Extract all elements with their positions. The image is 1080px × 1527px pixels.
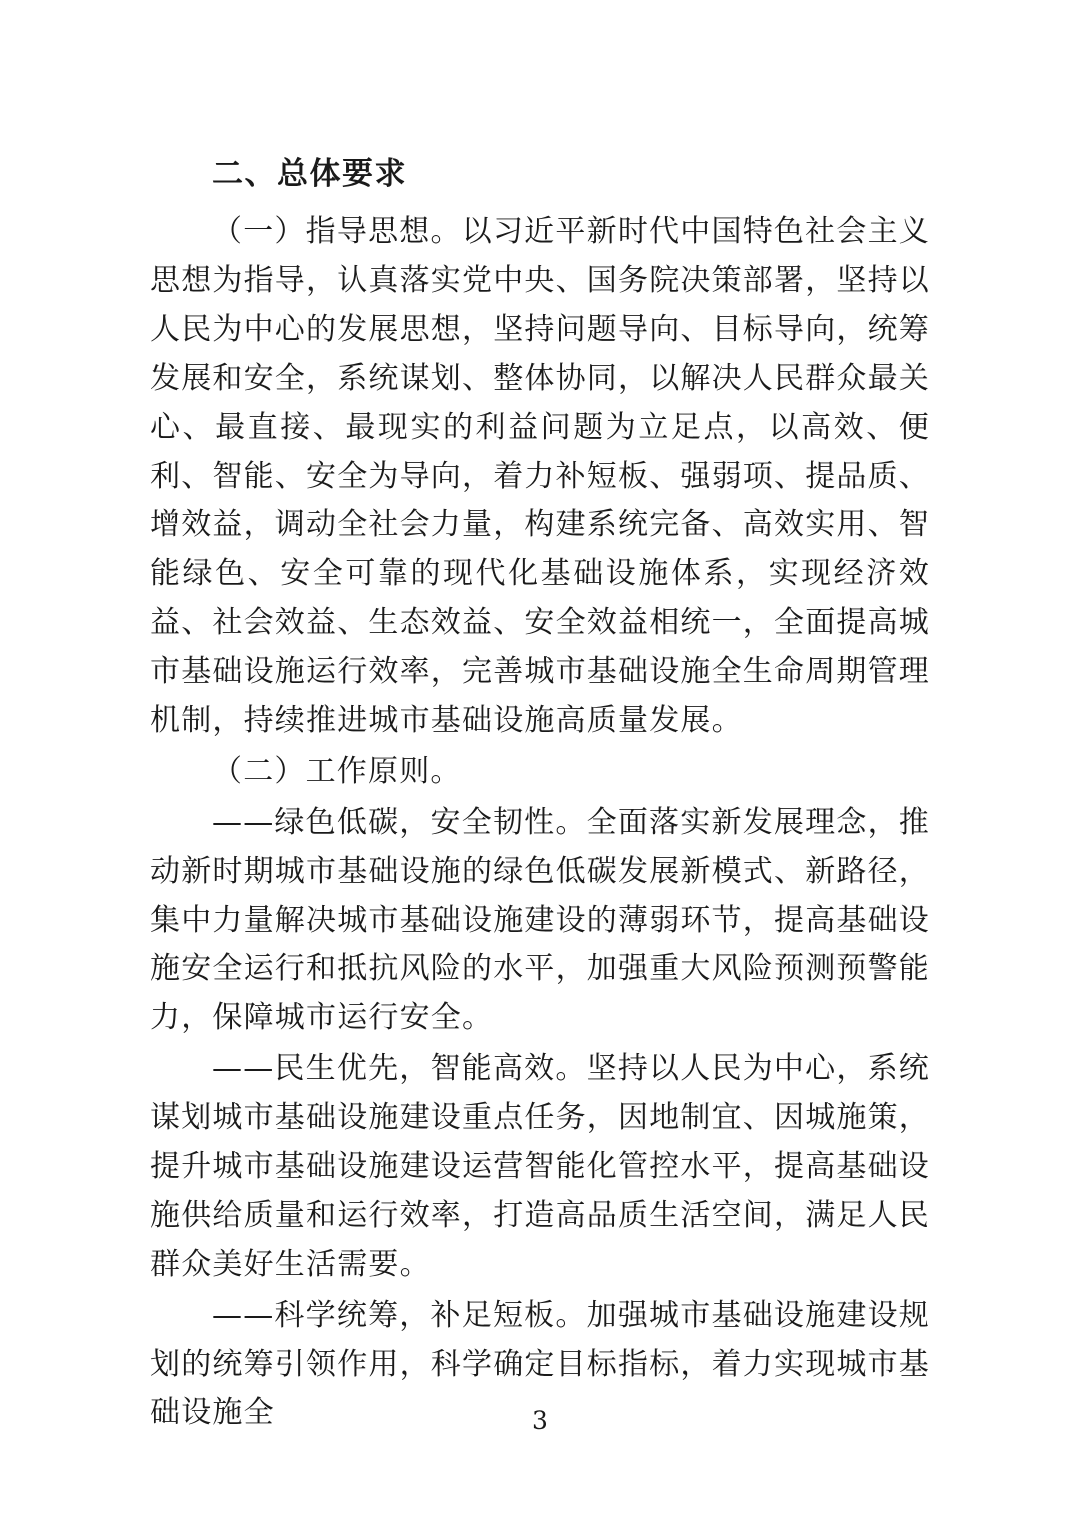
page-number: 3 [532,1406,548,1435]
document-body [150,150,930,1438]
paragraph-principle-scientific-planning: ——科学统筹，补足短板。加强城市基础设施建设规划的统筹引领作用，科学确定目标指标，着力实现城市基础设施全 [150,1297,930,1431]
section-heading-overall-requirements: 二、总体要求 [212,156,407,192]
paragraph-principle-green-low-carbon: ——绿色低碳，安全韧性。全面落实新发展理念，推动新时期城市基础设施的绿色低碳发展新模式、新路径，集中力量解决城市基础设施建设的薄弱环节，提高基础设施安全运行和抵抗风险的水平，加强重大风险预测预警能力，保障城市运行安全。 [150,804,930,1036]
paragraph-guiding-ideology: （一）指导思想。以习近平新时代中国特色社会主义思想为指导，认真落实党中央、国务院决策部署，坚持以人民为中心的发展思想，坚持问题导向、目标导向，统筹发展和安全，系统谋划、整体协同，以解决人民群众最关心、最直接、最现实的利益问题为立足点，以高效、便利、智能、安全为导向，着力补短板、强弱项、提品质、增效益，调动全社会力量，构建系统完备、高效实用、智能绿色、安全可靠的现代化基础设施体系，实现经济效益、社会效益、生态效益、安全效益相统一，全面提高城市基础设施运行效率，完善城市基础设施全生命周期管理机制，持续推进城市基础设施高质量发展。 [150,214,930,738]
paragraph-principle-livelihood-first: ——民生优先，智能高效。坚持以人民为中心，系统谋划城市基础设施建设重点任务，因地制宜、因城施策，提升城市基础设施建设运营智能化管控水平，提高基础设施供给质量和运行效率，打造高品质生活空间，满足人民群众美好生活需要。 [150,1051,930,1282]
paragraph-work-principles-title: （二）工作原则。 [212,753,462,789]
